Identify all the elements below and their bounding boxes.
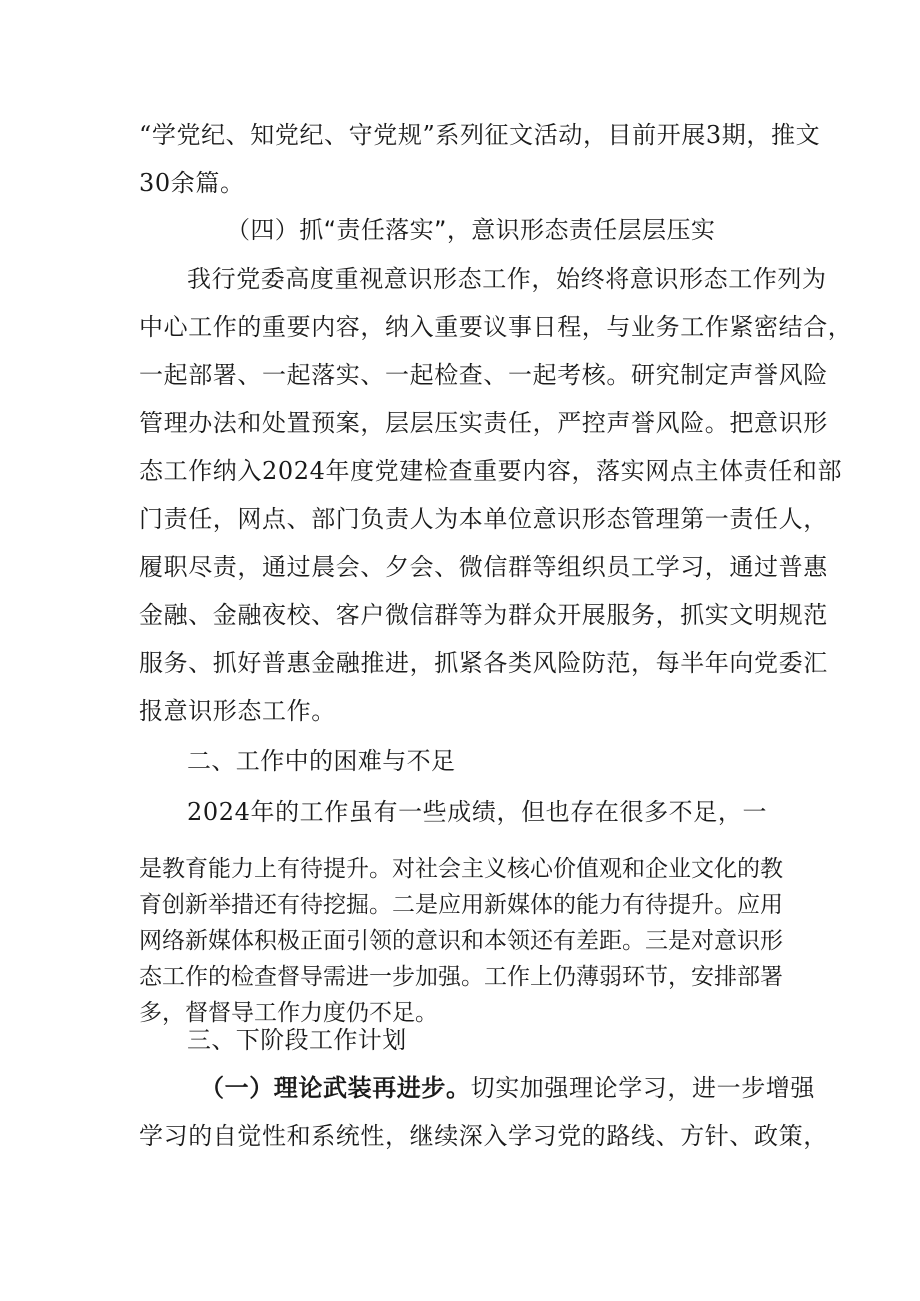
paragraph-line: 2024年的工作虽有一些成绩，但也存在很多不足，一 (187, 798, 768, 826)
paragraph-line: 金融、金融夜校、客户微信群等为群众开展服务，抓实文明规范 (139, 601, 828, 629)
paragraph-line: 是教育能力上有待提升。对社会主义核心价值观和企业文化的教 (139, 856, 783, 882)
paragraph-line (200, 1073, 815, 1103)
paragraph-line: 多，督督导工作力度仍不足。 (139, 1000, 438, 1026)
paragraph-line: 我行党委高度重视意识形态工作，始终将意识形态工作列为 (187, 265, 827, 293)
paragraph-line: 管理办法和处置预案，层层压实责任，严控声誉风险。把意识形 (139, 409, 828, 437)
section-heading: 三、下阶段工作计划 (187, 1026, 407, 1054)
paragraph-line: 学习的自觉性和系统性，继续深入学习党的路线、方针、政策， (139, 1122, 828, 1150)
paragraph-line: 门责任，网点、部门负责人为本单位意识形态管理第一责任人， (139, 505, 828, 533)
paragraph-line: 报意识形态工作。 (139, 697, 336, 725)
paragraph-line: 育创新举措还有待挖掘。二是应用新媒体的能力有待提升。应用 (139, 892, 783, 918)
paragraph-line: 中心工作的重要内容，纳入重要议事日程，与业务工作紧密结合， (139, 313, 853, 341)
paragraph-line: “学党纪、知党纪、守党规”系列征文活动，目前开展3期，推文 (139, 121, 821, 149)
paragraph-line: 态工作的检查督导需进一步加强。工作上仍薄弱环节，安排部署 (139, 964, 783, 990)
section-heading: （四）抓“责任落实”，意识形态责任层层压实 (226, 216, 716, 244)
paragraph-line: 网络新媒体积极正面引领的意识和本领还有差距。三是对意识形 (139, 928, 783, 954)
paragraph-line: 服务、抓好普惠金融推进，抓紧各类风险防范，每半年向党委汇 (139, 649, 828, 677)
subsection-lead: （一）理论武装再进步。 (200, 1074, 471, 1102)
paragraph-line: 履职尽责，通过晨会、夕会、微信群等组织员工学习，通过普惠 (139, 553, 828, 581)
subsection-text: 切实加强理论学习，进一步增强 (470, 1074, 816, 1102)
paragraph-line: 态工作纳入2024年度党建检查重要内容，落实网点主体责任和部 (139, 457, 843, 485)
paragraph-line: 一起部署、一起落实、一起检查、一起考核。研究制定声誉风险 (139, 361, 828, 389)
section-heading: 二、工作中的困难与不足 (187, 747, 456, 775)
paragraph-line: 30余篇。 (139, 169, 245, 197)
